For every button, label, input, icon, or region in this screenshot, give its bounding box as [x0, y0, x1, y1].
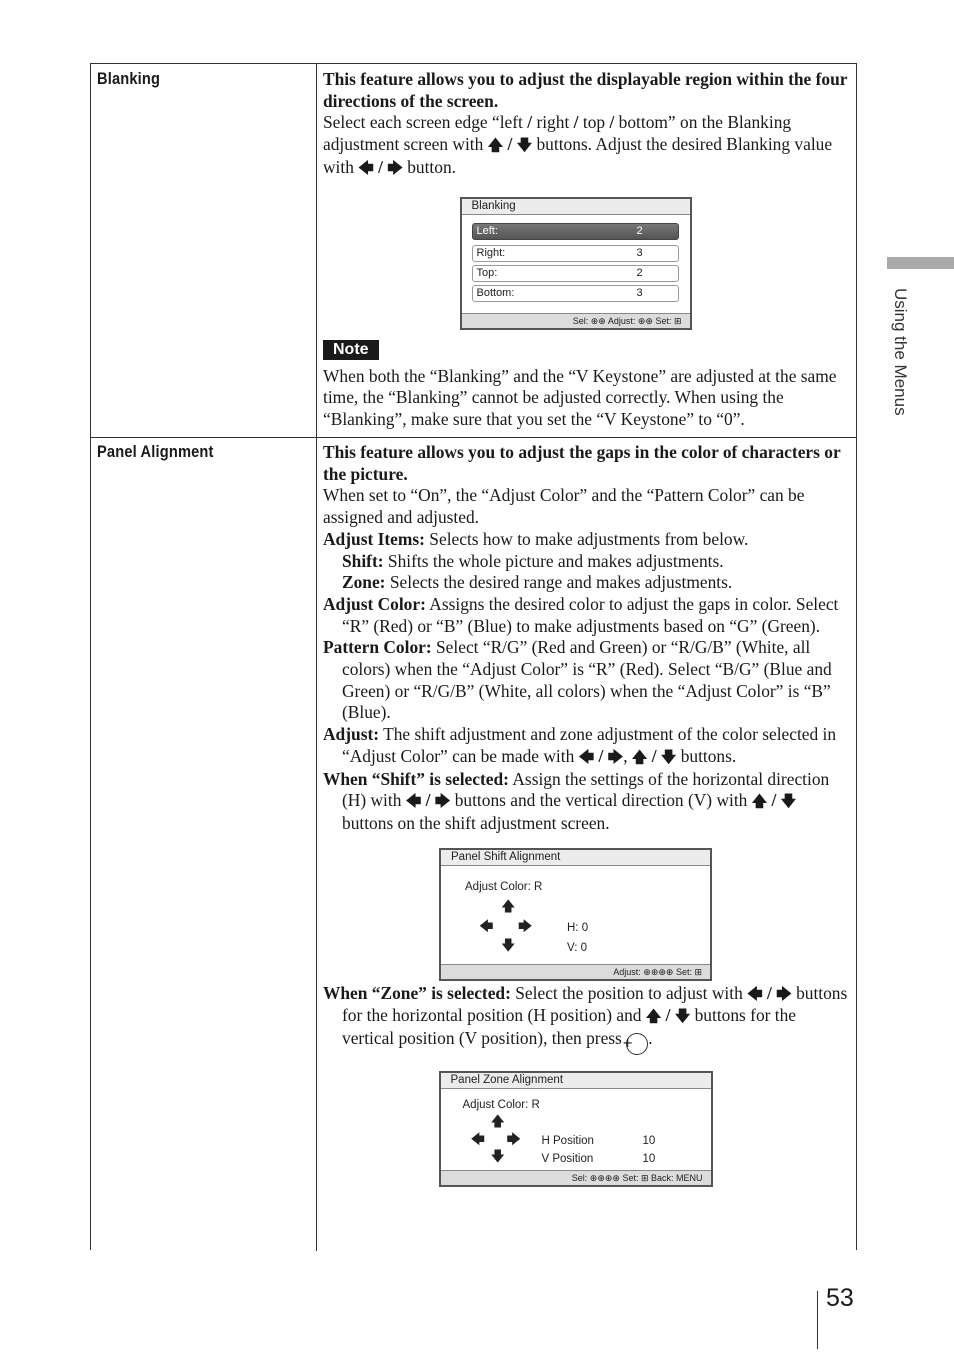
page-number: 53 — [826, 1284, 854, 1312]
blanking-screen-title: Blanking — [462, 199, 690, 215]
dpad-right-icon: 🡆 — [506, 1132, 521, 1149]
right-arrow-icon: 🡆 — [387, 158, 403, 177]
zone-item: Zone: Selects the desired range and makes adjustments. — [342, 572, 733, 593]
left-arrow-icon: 🡄 — [358, 158, 374, 177]
zone-h-value: 10 — [642, 1135, 656, 1148]
up-arrow-icon: 🡅 — [487, 136, 504, 155]
page-number-rule — [817, 1291, 818, 1349]
left-arrow-icon: 🡄 — [405, 792, 422, 811]
blanking-screen-footer: Sel: ⊕⊕ Adjust: ⊕⊕ Set: ⊞ — [462, 313, 690, 328]
blanking-note: When both the “Blanking” and the “V Keystone” are adjusted at the same time, the “Blanking” cannot be adjusted correctly. When using the “Blanking”, make sure that you set the “V Keystone” to “0”. — [323, 365, 837, 429]
shift-selected: When “Shift” is selected: Assign the settings of the horizontal direction (H) with 🡄 / 🡆 buttons and the vertical direction (V) with 🡅 / 🡇 buttons on the shift adjustment screen. — [323, 768, 830, 833]
down-arrow-icon: 🡇 — [674, 1007, 691, 1026]
enter-button-icon: + — [626, 1033, 648, 1055]
right-arrow-icon: 🡆 — [776, 984, 792, 1003]
adjust-items: Adjust Items: Selects how to make adjustments from below. — [323, 528, 749, 549]
side-tab-label: Using the Menus — [891, 288, 910, 416]
panel-lead: This feature allows you to adjust the gaps in the color of characters or the picture. — [323, 442, 841, 484]
dpad-down-icon: 🡇 — [501, 937, 516, 954]
panel-shift-screen — [439, 848, 712, 981]
side-tab-marker — [887, 257, 954, 269]
adjust: Adjust: The shift adjustment and zone adjustment of the color selected in “Adjust Color” can be made with 🡄 / 🡆, 🡅 / 🡇 buttons. — [323, 724, 837, 766]
dpad-down-icon: 🡇 — [490, 1149, 505, 1166]
shift-screen-title: Panel Shift Alignment — [441, 850, 710, 866]
up-arrow-icon: 🡅 — [751, 792, 768, 811]
dpad-up-icon: 🡅 — [501, 898, 516, 915]
right-arrow-icon: 🡆 — [434, 792, 451, 811]
blanking-lead: This feature allows you to adjust the displayable region within the four directions of the screen. — [323, 69, 848, 111]
feature-table — [90, 63, 857, 1250]
panel-zone-screen — [439, 1071, 713, 1187]
blanking-right-item[interactable]: Right: 3 — [472, 245, 679, 262]
panel-intro: When set to “On”, the “Adjust Color” and the “Pattern Color” can be assigned and adjusted. — [323, 485, 805, 528]
adjust-color: Adjust Color: Assigns the desired color to adjust the gaps in color. Select “R” (Red) or “B” (Blue) to make adjustments based on “G” (Green). — [323, 593, 839, 636]
shift-h-value: H: 0 — [567, 921, 589, 934]
up-arrow-icon: 🡅 — [631, 747, 648, 766]
right-arrow-icon: 🡆 — [607, 747, 624, 766]
panel-alignment-row — [91, 437, 856, 1251]
blanking-top-item[interactable]: Top: 2 — [472, 265, 679, 282]
down-arrow-icon: 🡇 — [660, 747, 677, 766]
left-arrow-icon: 🡄 — [747, 984, 763, 1003]
dpad-up-icon: 🡅 — [490, 1114, 505, 1131]
zone-screen-title: Panel Zone Alignment — [441, 1073, 711, 1089]
zone-adjust-color: Adjust Color: R — [462, 1099, 540, 1112]
blanking-instructions: Select each screen edge “left / right / top / bottom” on the Blanking adjustment screen with 🡅 / 🡇 buttons. Adjust the desired Blanking value with 🡄 / 🡆 button. — [323, 112, 833, 177]
up-arrow-icon: 🡅 — [645, 1007, 662, 1026]
zone-selected: When “Zone” is selected: Select the position to adjust with 🡄 / 🡆 buttons for the horizontal position (H position) and 🡅 / 🡇 buttons for the vertical position (V position), then press + . — [323, 983, 848, 1055]
blanking-label: Blanking — [97, 69, 161, 88]
panel-alignment-label: Panel Alignment — [97, 442, 214, 461]
down-arrow-icon: 🡇 — [780, 792, 797, 811]
zone-v-value: 10 — [642, 1153, 656, 1166]
shift-screen-footer: Adjust: ⊕⊕⊕⊕ Set: ⊞ — [441, 964, 710, 979]
left-arrow-icon: 🡄 — [578, 747, 595, 766]
blanking-row — [91, 64, 856, 438]
dpad-left-icon: 🡄 — [479, 918, 494, 935]
blanking-bottom-item[interactable]: Bottom: 3 — [472, 285, 679, 302]
shift-v-value: V: 0 — [567, 941, 588, 954]
pattern-color: Pattern Color: Select “R/G” (Red and Green) or “R/G/B” (White, all colors) when the “Adjust Color” is “R” (Red). Select “B/G” (Blue and Green) or “R/G/B” (White, all colors) when the “Adjust Color” is “B” (Blue). — [323, 637, 832, 723]
blanking-description — [323, 69, 848, 431]
shift-adjust-color: Adjust Color: R — [465, 880, 543, 893]
down-arrow-icon: 🡇 — [516, 136, 533, 155]
blanking-screen — [460, 197, 692, 330]
dpad-left-icon: 🡄 — [470, 1132, 485, 1149]
shift-item: Shift: Shifts the whole picture and makes adjustments. — [342, 550, 724, 571]
dpad-right-icon: 🡆 — [518, 918, 533, 935]
panel-alignment-description — [323, 442, 848, 1187]
zone-h-label: H Position — [541, 1135, 594, 1148]
zone-screen-footer: Sel: ⊕⊕⊕⊕ Set: ⊞ Back: MENU — [441, 1170, 711, 1185]
note-badge: Note — [323, 340, 379, 360]
zone-v-label: V Position — [541, 1153, 594, 1166]
blanking-left-item[interactable]: Left: 2 — [472, 223, 679, 240]
